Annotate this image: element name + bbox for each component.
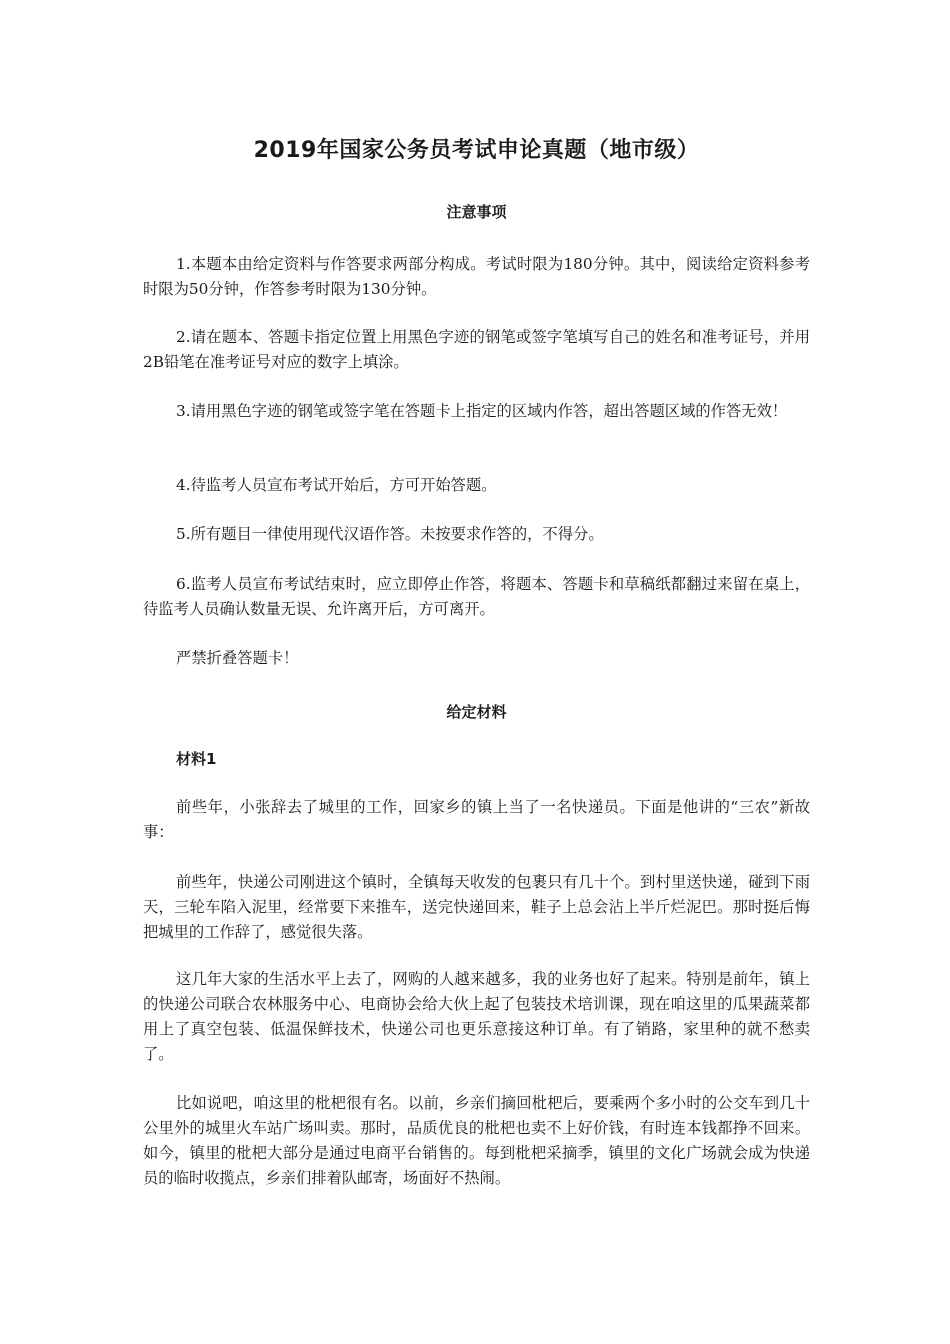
document-title: 2019年国家公务员考试申论真题（地市级） [253, 138, 700, 163]
material-paragraph: 前些年，快递公司刚进这个镇时，全镇每天收发的包裹只有几十个。到村里送快递，碰到下雨天，三轮车陷入泥里，经常要下来推车，送完快递回来，鞋子上总会沾上半斤烂泥巴。那时挺后悔把城里的工作辞了，感觉很失落。 [143, 873, 810, 941]
material-paragraph: 比如说吧，咱这里的枇杷很有名。以前，乡亲们摘回枇杷后，要乘两个多小时的公交车到几十公里外的城里火车站广场叫卖。那时，品质优良的枇杷也卖不上好价钱，有时连本钱都挣不回来。如今，镇里的枇杷大部分是通过电商平台销售的。每到枇杷采摘季，镇里的文化广场就会成为快递员的临时收揽点，乡亲们排着队邮寄，场面好不热闹。 [143, 1094, 810, 1187]
notice-heading: 注意事项 [446, 203, 507, 221]
material-paragraph: 这几年大家的生活水平上去了，网购的人越来越多，我的业务也好了起来。特别是前年，镇上的快递公司联合农林服务中心、电商协会给大伙上起了包装技术培训课，现在咱这里的瓜果蔬菜都用上了真空包装、低温保鲜技术，快递公司也更乐意接这种订单。有了销路，家里种的就不愁卖了。 [143, 970, 810, 1063]
notice-item: 4.待监考人员宣布考试开始后，方可开始答题。 [176, 476, 497, 494]
notice-item: 3.请用黑色字迹的钢笔或签字笔在答题卡上指定的区域内作答，超出答题区域的作答无效！ [176, 402, 788, 420]
notice-item: 1.本题本由给定资料与作答要求两部分构成。考试时限为180分钟。其中，阅读给定资料参考时限为50分钟，作答参考时限为130分钟。 [143, 255, 810, 298]
notice-item: 5.所有题目一律使用现代汉语作答。未按要求作答的，不得分。 [176, 525, 604, 543]
notice-item: 2.请在题本、答题卡指定位置上用黑色字迹的钢笔或签字笔填写自己的姓名和准考证号，并用2B铅笔在准考证号对应的数字上填涂。 [143, 328, 810, 371]
material-paragraph: 前些年，小张辞去了城里的工作，回家乡的镇上当了一名快递员。下面是他讲的“三农”新故事： [143, 798, 810, 841]
notice-item: 6.监考人员宣布考试结束时，应立即停止作答，将题本、答题卡和草稿纸都翻过来留在桌上，待监考人员确认数量无误、允许离开后，方可离开。 [143, 575, 810, 618]
material-1-label: 材料1 [176, 750, 217, 768]
materials-heading: 给定材料 [446, 703, 507, 721]
notice-warning: 严禁折叠答题卡！ [176, 649, 299, 667]
